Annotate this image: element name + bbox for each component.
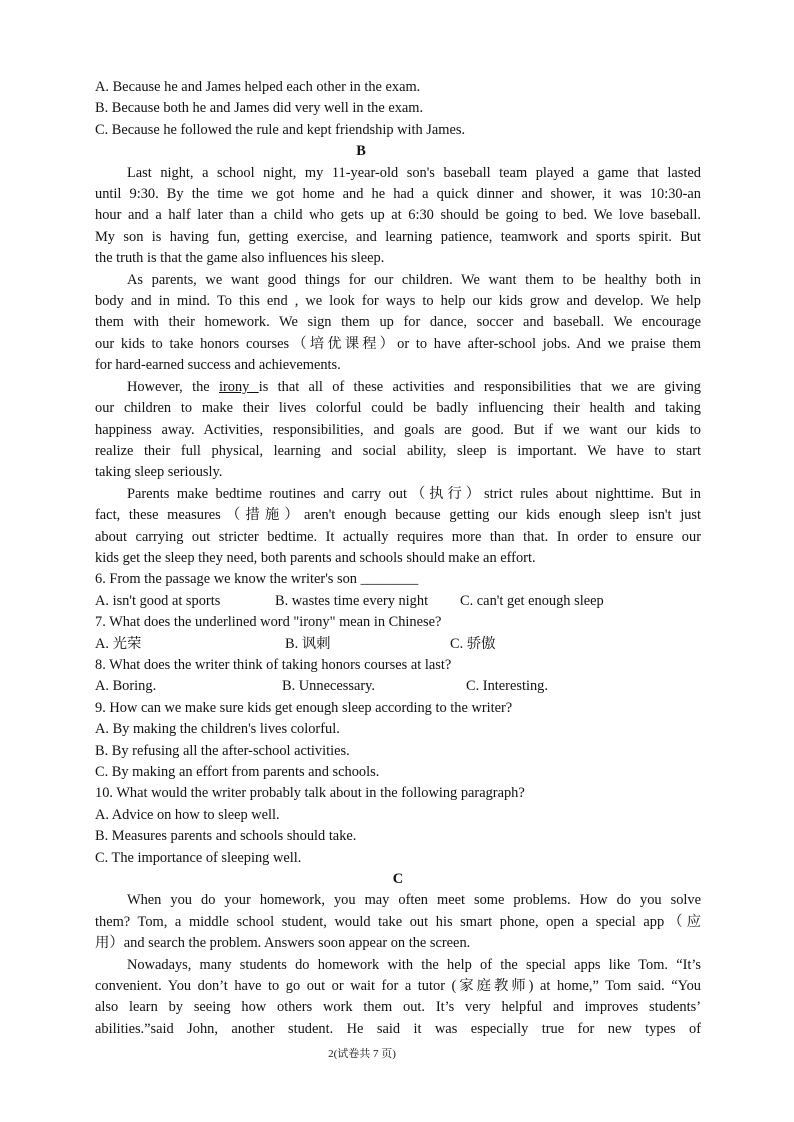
option-b: B. Because both he and James did very well in the exam.: [95, 100, 424, 117]
text-line: also learn by seeing how others work them out. It’s very helpful and improves students’: [95, 999, 701, 1016]
question-7: [95, 612, 701, 655]
text-line: the truth is that the game also influences his sleep.: [95, 250, 385, 267]
text-line: convenient. You don’t have to go out or wait for a tutor (家庭教师) at home,” Tom said. “You: [95, 978, 701, 995]
option-a: A. isn't good at sports: [95, 592, 221, 609]
question-10: [95, 783, 701, 869]
passage-c-paragraph-2: [95, 955, 701, 1041]
passage-c-paragraph-1: [95, 890, 701, 954]
passage-b-paragraph-1: [95, 163, 701, 270]
text-line: Parents make bedtime routines and carry out（执行）strict rules about nighttime. But in: [127, 485, 701, 502]
text-line: about carrying out stricter bedtime. It actually requires more than that. In order to ensure our: [95, 528, 701, 545]
option-a: A. 光荣: [95, 635, 142, 652]
option-a: A. Boring.: [95, 678, 157, 695]
section-c-heading: C: [392, 871, 404, 888]
text-line: 用）and search the problem. Answers soon appear on the screen.: [95, 935, 471, 952]
option-c: C. Because he followed the rule and kept friendship with James.: [95, 121, 466, 138]
option-c: C. By making an effort from parents and schools.: [95, 764, 380, 780]
page-footer: 2(试卷共 7 页): [328, 1048, 396, 1060]
option-b: B. wastes time every night: [275, 592, 429, 609]
option-a: A. Because he and James helped each other in the exam.: [95, 79, 421, 95]
passage-b-paragraph-3: [95, 377, 701, 484]
question-stem: 6. From the passage we know the writer's son ________: [95, 571, 419, 588]
text-line: them? Tom, a middle school student, would take out his smart phone, open a special app（应: [95, 913, 701, 930]
option-a: A. Advice on how to sleep well.: [95, 806, 280, 823]
question-stem: 8. What does the writer think of taking honors courses at last?: [95, 656, 452, 673]
question-stem: 10. What would the writer probably talk about in the following paragraph?: [95, 785, 525, 802]
section-b-heading: B: [356, 143, 366, 160]
question-options: [95, 591, 701, 612]
text-line: Last night, a school night, my 11-year-old son's baseball team played a game that lasted: [127, 164, 701, 181]
text-line: hour and a half later than a child who gets up at 6:30 should be going to bed. We love baseball.: [95, 207, 701, 224]
question-options: [95, 634, 701, 655]
previous-question-options: [95, 77, 701, 141]
question-stem: 7. What does the underlined word "irony" mean in Chinese?: [95, 614, 442, 631]
passage-b-paragraph-2: [95, 270, 701, 377]
option-b: B. By refusing all the after-school activities.: [95, 742, 350, 759]
text-line: realize their full physical, learning and social ability, sleep is important. We have to start: [95, 442, 701, 459]
text-line: kids get the sleep they need, both parents and schools should make an effort.: [95, 549, 536, 566]
passage-c: [95, 890, 701, 1040]
text-line: happiness away. Activities, responsibilities, and goals are good. But if we want our kids to: [95, 421, 701, 438]
text-line: My son is having fun, getting exercise, and learning patience, teamwork and sports spirit. But: [95, 228, 701, 245]
text-line: fact, these measures（措施）aren't enough because getting our kids enough sleep isn't just: [95, 507, 701, 524]
option-b: B. 讽刺: [285, 635, 331, 652]
exam-page: [95, 77, 701, 1040]
question-options: [95, 676, 701, 697]
text-run: is that all of these activities and responsibilities that we are giving: [258, 378, 701, 395]
underlined-word-irony: irony: [219, 378, 259, 395]
option-c: C. The importance of sleeping well.: [95, 849, 302, 866]
question-9: [95, 698, 701, 784]
text-line: our kids to take honors courses（培优课程）or to have after-school jobs. And we praise them: [95, 335, 701, 352]
option-c: C. Interesting.: [466, 678, 548, 695]
text-line: abilities.”said John, another student. He said it was especially true for new types of: [95, 1020, 701, 1037]
option-a: A. By making the children's lives colorful.: [95, 721, 340, 738]
option-b: B. Measures parents and schools should take.: [95, 828, 357, 845]
text-line: When you do your homework, you may often meet some problems. How do you solve: [127, 892, 701, 909]
option-c: C. can't get enough sleep: [460, 592, 604, 609]
option-b: B. Unnecessary.: [282, 678, 375, 695]
text-line: As parents, we want good things for our children. We want them to be healthy both in: [127, 271, 701, 288]
question-stem: 9. How can we make sure kids get enough sleep according to the writer?: [95, 699, 513, 716]
text-line: body and in mind. To this end , we look for ways to help our kids grow and develop. We help: [95, 293, 701, 310]
text-line: Nowadays, many students do homework with the help of the special apps like Tom. “It’s: [127, 956, 701, 973]
question-6: [95, 569, 701, 612]
passage-b: [95, 163, 701, 570]
question-8: [95, 655, 701, 698]
text-line: taking sleep seriously.: [95, 464, 223, 481]
text-run: However, the: [127, 378, 219, 395]
text-line: [95, 377, 701, 398]
text-line: for hard-earned success and achievements.: [95, 357, 341, 374]
passage-b-paragraph-4: [95, 484, 701, 570]
text-line: our children to make their lives colorful could be badly influencing their health and taking: [95, 400, 701, 417]
option-c: C. 骄傲: [450, 635, 496, 652]
text-line: until 9:30. By the time we got home and he had a quick dinner and shower, it was 10:30-an: [95, 186, 701, 203]
text-line: them with their homework. We sign them up for dance, soccer and baseball. We encourage: [95, 314, 701, 331]
